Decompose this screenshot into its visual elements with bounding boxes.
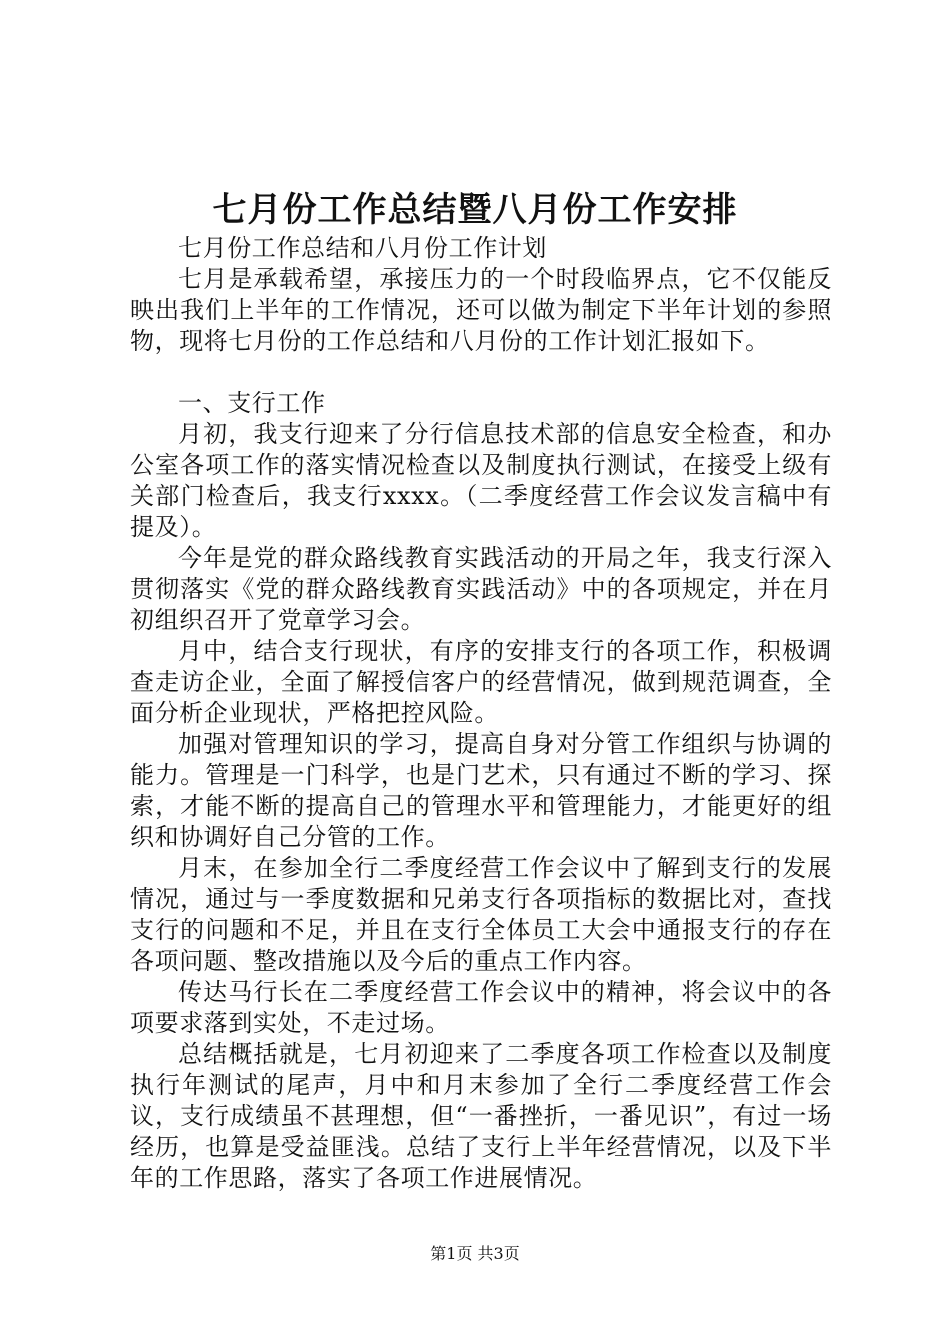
intro-paragraph: 七月是承载希望，承接压力的一个时段临界点，它不仅能反映出我们上半年的工作情况，还可以做为制定下半年计划的参照物，现将七月份的工作总结和八月份的工作计划汇报如下。 bbox=[130, 265, 832, 355]
section-heading: 一、支行工作 bbox=[178, 389, 326, 417]
subtitle-paragraph: 七月份工作总结和八月份工作计划 bbox=[178, 234, 547, 262]
document-title: 七月份工作总结暨八月份工作安排 bbox=[212, 190, 738, 230]
document-body bbox=[130, 233, 832, 1194]
body-paragraph: 月末，在参加全行二季度经营工作会议中了解到支行的发展情况，通过与一季度数据和兄弟支行各项指标的数据比对，查找支行的问题和不足，并且在支行全体员工大会中通报支行的存在各项问题、整改措施以及今后的重点工作内容。 bbox=[130, 854, 832, 975]
body-paragraph: 月中，结合支行现状，有序的安排支行的各项工作，积极调查走访企业，全面了解授信客户的经营情况，做到规范调查，全面分析企业现状，严格把控风险。 bbox=[130, 637, 832, 727]
summary-paragraph: 总结概括就是，七月初迎来了二季度各项工作检查以及制度执行年测试的尾声，月中和月末参加了全行二季度经营工作会议，支行成绩虽不甚理想，但“一番挫折，一番见识”，有过一场经历，也算是受益匪浅。总结了支行上半年经营情况，以及下半年的工作思路，落实了各项工作进展情况。 bbox=[130, 1040, 832, 1192]
body-paragraph: 月初，我支行迎来了分行信息技术部的信息安全检查，和办公室各项工作的落实情况检查以及制度执行测试，在接受上级有关部门检查后，我支行xxxx。（二季度经营工作会议发言稿中有提及）。 bbox=[130, 420, 832, 541]
body-paragraph: 传达马行长在二季度经营工作会议中的精神，将会议中的各项要求落到实处，不走过场。 bbox=[130, 978, 832, 1037]
body-paragraph: 今年是党的群众路线教育实践活动的开局之年，我支行深入贯彻落实《党的群众路线教育实践活动》中的各项规定，并在月初组织召开了党章学习会。 bbox=[130, 544, 832, 634]
body-paragraph: 加强对管理知识的学习，提高自身对分管工作组织与协调的能力。管理是一门科学，也是门艺术，只有通过不断的学习、探索，才能不断的提高自己的管理水平和管理能力，才能更好的组织和协调好自己分管的工作。 bbox=[130, 730, 832, 851]
page-number-footer: 第1页 共3页 bbox=[430, 1244, 520, 1263]
